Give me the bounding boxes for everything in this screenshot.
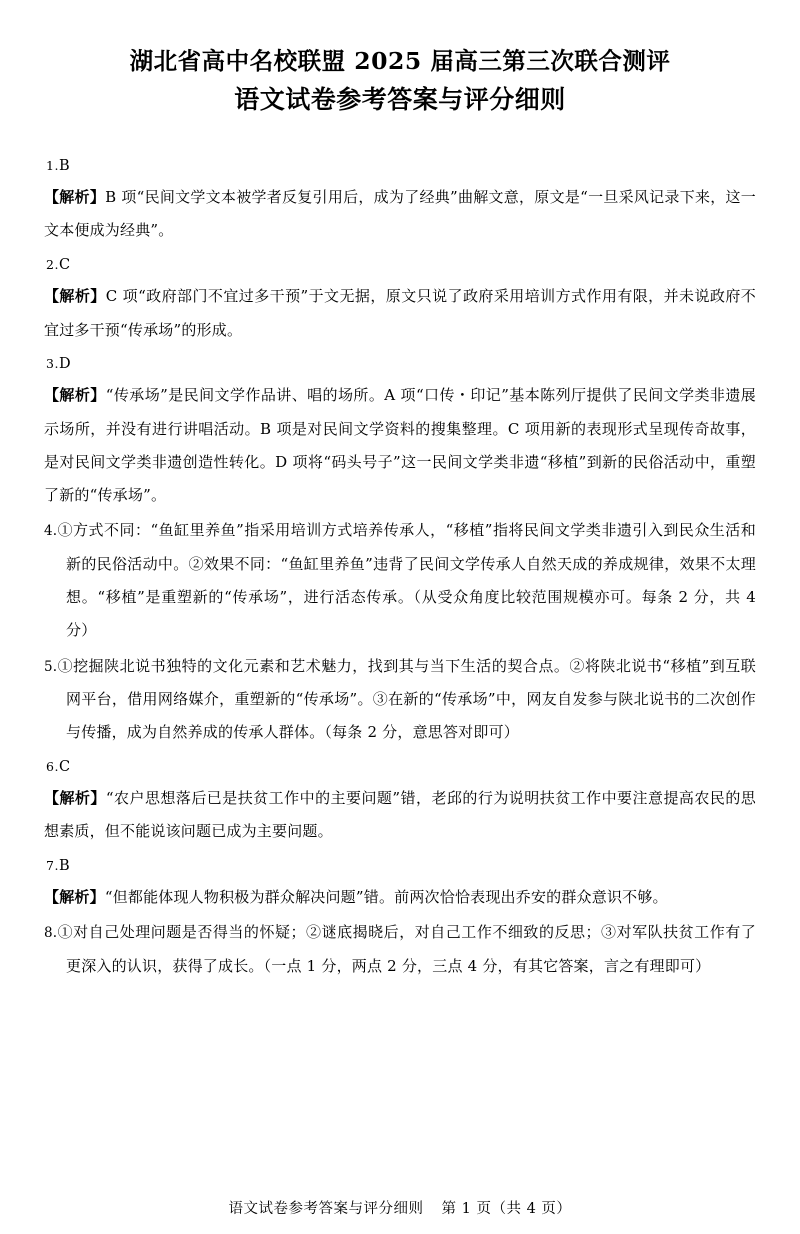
- analysis-label-1: 【解析】: [44, 188, 106, 207]
- analysis-text-6: “农户思想落后已是扶贫工作中的主要问题”错，老邱的行为说明扶贫工作中要注意提高农民的思想素质，但不能说该问题已成为主要问题。: [44, 788, 756, 841]
- analysis-label-6: 【解析】: [44, 788, 106, 807]
- question-number-3: 3.: [46, 355, 59, 371]
- answer-label-3: [44, 349, 756, 379]
- analysis-7: [44, 881, 756, 914]
- answer-body-5: ①挖掘陕北说书独特的文化元素和艺术魅力，找到其与当下生活的契合点。②将陕北说书“移植”到互联网平台，借用网络媒介，重塑新的“传承场”。③在新的“传承场”中，网友自发参与陕北说书的二次创作与传播，成为自然养成的传承人群体。（每条 2 分，意思答对即可）: [57, 656, 756, 742]
- analysis-label-3: 【解析】: [44, 386, 106, 405]
- analysis-2: [44, 280, 756, 347]
- title-line-1: 湖北省高中名校联盟 2025 届高三第三次联合测评: [129, 47, 671, 75]
- question-number-8: 8.: [44, 925, 58, 942]
- answer-block-5: [44, 650, 756, 750]
- footer-page-number: 第 1 页（共 4 页）: [441, 1201, 572, 1217]
- page-title: [44, 44, 756, 119]
- analysis-text-7: “但都能体现人物积极为群众解决问题”错。前两次恰恰表现出乔安的群众意识不够。: [104, 887, 668, 906]
- analysis-text-1: B 项“民间文学文本被学者反复引用后，成为了经典”曲解文意，原文是“一旦采风记录下来，这一文本便成为经典”。: [44, 188, 756, 240]
- answer-label-2: [44, 250, 756, 280]
- answers-content: [44, 151, 756, 983]
- answer-choice-6: C: [58, 758, 71, 775]
- footer-title: 语文试卷参考答案与评分细则: [228, 1201, 424, 1217]
- answer-block-3: [44, 349, 756, 513]
- analysis-1: [44, 181, 756, 248]
- analysis-text-3: “传承场”是民间文学作品讲、唱的场所。A 项“口传・印记”基本陈列厅提供了民间文学类非遗展示场所，并没有进行讲唱活动。B 项是对民间文学资料的搜集整理。C 项用新的表现形式呈现传奇故事，是对民间文学类非遗创造性转化。D 项将“码头号子”这一民间文学类非遗“移植”到新的民俗活动中，重塑了新的“传承场”。: [44, 386, 756, 505]
- answer-text-5: [44, 650, 756, 750]
- answer-body-8: ①对自己处理问题是否得当的怀疑；②谜底揭晓后，对自己工作不细致的反思；③对军队扶贫工作有了更深入的认识，获得了成长。（一点 1 分，两点 2 分，三点 4 分，有其它答案，言之有理即可）: [57, 923, 756, 975]
- question-number-2: 2.: [46, 256, 59, 272]
- answer-block-7: [44, 851, 756, 915]
- analysis-6: [44, 782, 756, 849]
- answer-block-1: [44, 151, 756, 248]
- page-footer: [0, 1197, 800, 1218]
- question-number-4: 4.: [44, 523, 58, 540]
- question-number-1: 1.: [46, 157, 59, 173]
- answer-label-6: [44, 752, 756, 782]
- answer-block-2: [44, 250, 756, 347]
- answer-block-8: [44, 916, 756, 983]
- answer-choice-7: B: [58, 857, 71, 874]
- question-number-5: 5.: [44, 658, 58, 675]
- answer-block-6: [44, 752, 756, 849]
- answer-choice-1: B: [58, 157, 71, 174]
- answer-choice-3: D: [58, 355, 72, 372]
- analysis-label-7: 【解析】: [44, 887, 105, 906]
- title-line-2: 语文试卷参考答案与评分细则: [234, 85, 566, 115]
- question-number-7: 7.: [46, 857, 59, 873]
- analysis-label-2: 【解析】: [44, 287, 106, 306]
- analysis-text-2: C 项“政府部门不宜过多干预”于文无据，原文只说了政府采用培训方式作用有限，并未说政府不宜过多干预“传承场”的形成。: [44, 287, 756, 339]
- answer-label-1: [44, 151, 756, 181]
- answer-text-8: [44, 916, 756, 983]
- answer-text-4: [44, 514, 756, 647]
- answer-label-7: [44, 851, 756, 881]
- question-number-6: 6.: [46, 758, 59, 774]
- answer-body-4: ①方式不同：“鱼缸里养鱼”指采用培训方式培养传承人，“移植”指将民间文学类非遗引入到民众生活和新的民俗活动中。②效果不同：“鱼缸里养鱼”违背了民间文学传承人自然天成的养成规律，效果不太理想。“移植”是重塑新的“传承场”，进行活态传承。（从受众角度比较范围规模亦可。每条 2 分，共 4 分）: [57, 521, 756, 640]
- answer-block-4: [44, 514, 756, 647]
- analysis-3: [44, 379, 756, 512]
- answer-choice-2: C: [58, 256, 71, 273]
